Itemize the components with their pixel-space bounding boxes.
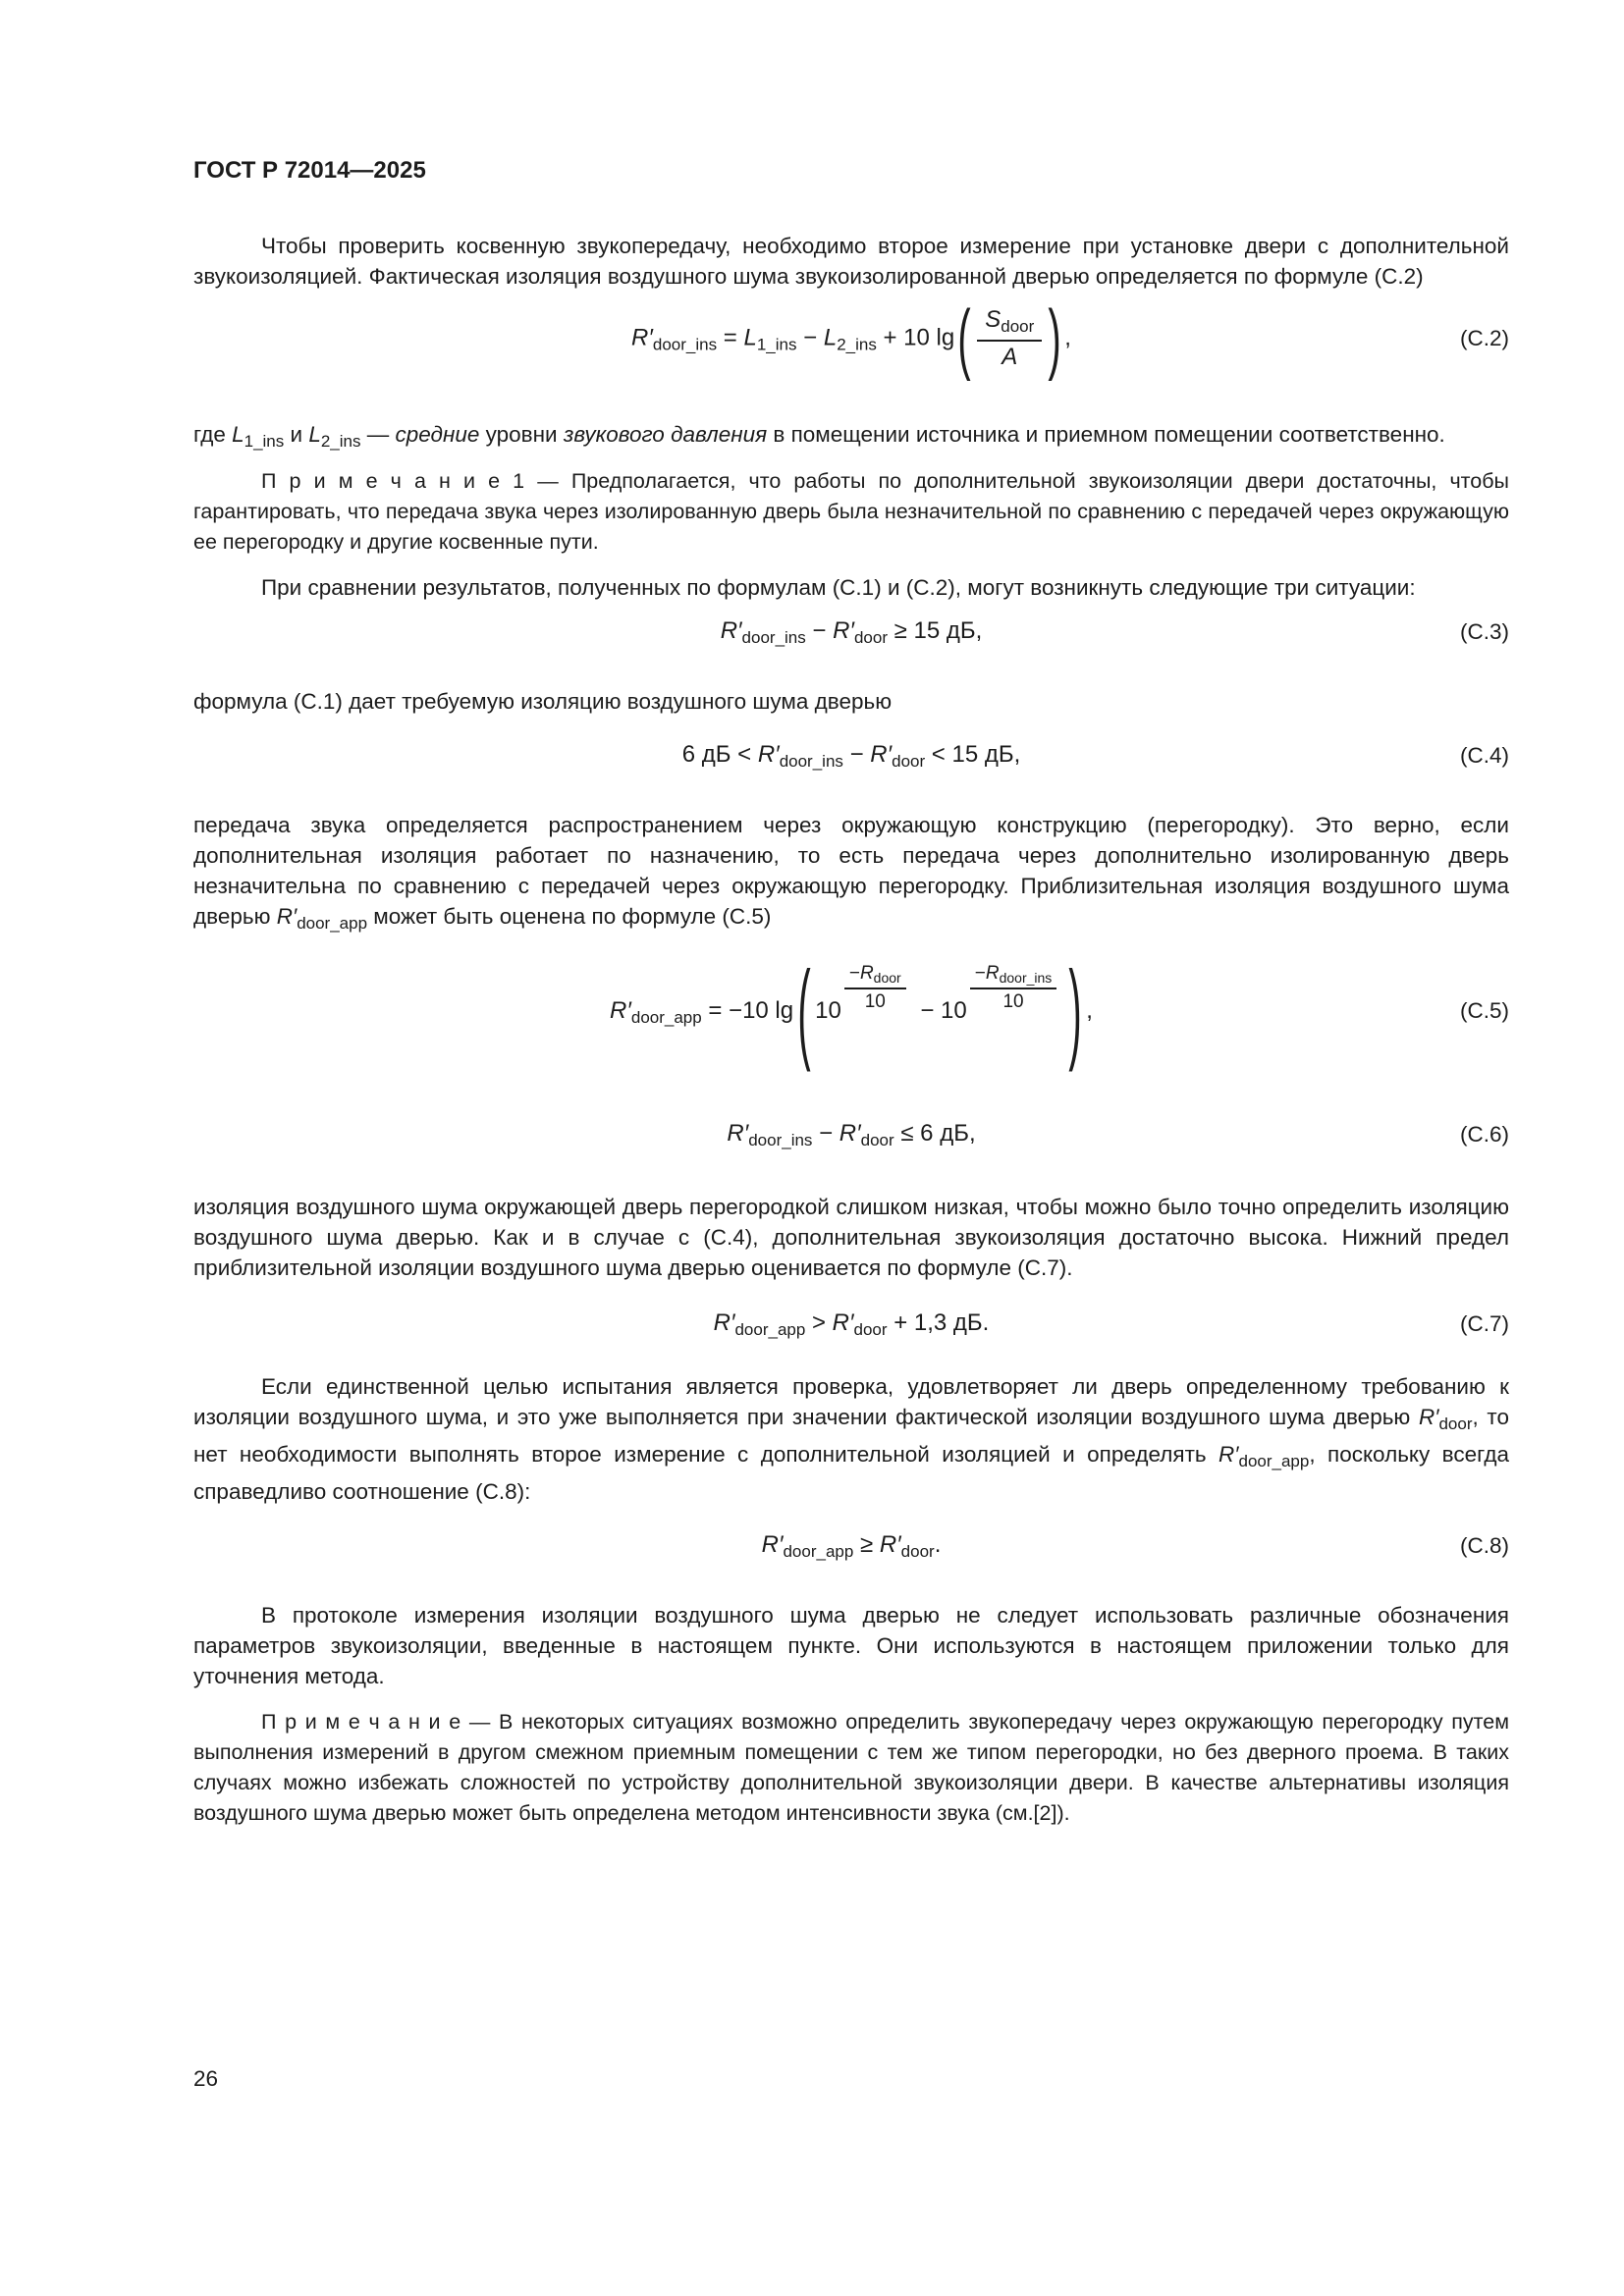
formula-c6-label: (С.6): [1460, 1122, 1509, 1147]
formula-c5: $R'_{door\_app} = -10$ lg ( 10 $\frac{-R_{door}}{10}$ − 10 $\frac{-R_{door\_ins}}{10}$ ) ,: [610, 947, 1093, 1073]
page-number: 26: [193, 2066, 219, 2091]
paragraph-where-definitions: где $L_{1\_ins}$ и $L_{2\_ins}$ — средние уровни звукового давления в помещении источника и приемном помещении соответственно.: [193, 422, 1445, 451]
formula-row-c6: [193, 1105, 1509, 1164]
formula-row-c3: [193, 603, 1509, 662]
formula-c5-label: (С.5): [1460, 998, 1509, 1023]
formula-c3-label: (С.3): [1460, 619, 1509, 644]
formula-c4: 6 дБ < $R'_{door\_ins} - R'_{door} < 15$ дБ,: [681, 740, 1021, 771]
formula-c8: $R'_{door\_app} \ge R'_{door}$.: [761, 1530, 942, 1561]
formula-c6: $R'_{door\_ins} - R'_{door} \le 6$ дБ,: [727, 1119, 976, 1149]
formula-row-c2: [193, 292, 1509, 386]
formula-row-c8: [193, 1517, 1509, 1575]
formula-c8-label: (С.8): [1460, 1533, 1509, 1558]
formula-c7: $R'_{door\_app} > R'_{door} + 1,3$ дБ.: [713, 1308, 990, 1339]
page-title: ГОСТ Р 72014—2025: [193, 157, 426, 184]
note-1-label: П р и м е ч а н и е 1 —: [261, 469, 571, 493]
note-2-text: В некоторых ситуациях возможно определить звукопередачу через окружающую перегородку путем выполнения измерений в другом смежном приемным помещении с тем же типом перегородки, но без дверного проема. В таких случаях можно избежать сложностей по устройству дополнительной звукоизоляции двери. В качестве альтернативы изоляция воздушного шума дверью может быть определена методом интенсивности звука (см.[2]).: [193, 1710, 1509, 1825]
paragraph-intro: Чтобы проверить косвенную звукопередачу, необходимо второе измерение при установке двери с дополнительной звукоизоляцией. Фактическая изоляция воздушного шума звукоизолированной дверью определяется по формуле (С.2): [193, 234, 1509, 289]
paragraph-single-purpose: Если единственной целью испытания является проверка, удовлетворяет ли дверь определенному требованию к изоляции воздушного шума, и это уже выполняется при значении фактической изоляции воздушного шума дверью $R'_{door}$, то нет необходимости выполнять второе измерение с дополнительной изоляцией и определять $R'_{door\_app}$, поскольку всегда справедливо соотношение (С.8):: [193, 1374, 1509, 1504]
note-2-label: П р и м е ч а н и е —: [261, 1710, 500, 1734]
paragraph-case3: изоляция воздушного шума окружающей дверь перегородкой слишком низкая, чтобы можно было точно определить изоляцию воздушного шума дверью. Как и в случае с (С.4), дополнительная звукоизоляция достаточно высока. Нижний предел приблизительной изоляции воздушного шума дверью оценивается по формуле (С.7).: [193, 1195, 1509, 1280]
note-1-text: Предполагается, что работы по дополнительной звукоизоляции двери достаточны, чтобы гарантировать, что передача звука через изолированную дверь была незначительной по сравнению с передачей через окружающую ее перегородку и другие косвенные пути.: [193, 469, 1510, 554]
formula-c4-label: (С.4): [1460, 743, 1509, 768]
formula-c7-label: (С.7): [1460, 1311, 1509, 1336]
formula-c2: $R'_{door\_ins} = L_{1\_ins} - L_{2\_ins} + 10$ lg( $\frac{S_{door}}{A}$ ) ,: [631, 294, 1071, 382]
formula-row-c7: [193, 1295, 1509, 1354]
formula-c3: $R'_{door\_ins} - R'_{door} \ge 15$ дБ,: [720, 616, 983, 647]
note-1: [193, 466, 1509, 558]
formula-row-c4: [193, 726, 1509, 785]
paragraph-case1: формула (С.1) дает требуемую изоляцию воздушного шума дверью: [193, 689, 893, 714]
paragraph-case2: передача звука определяется распространением через окружающую конструкцию (перегородку). Это верно, если дополнительная изоляция работает по назначению, то есть передача через дополнительно изолированную дверь незначительна по сравнению с передачей через окружающую перегородку. Приблизительная изоляция воздушного шума дверью $R'_{door\_app}$ может быть оценена по формуле (С.5): [193, 813, 1509, 933]
paragraph-protocol: В протоколе измерения изоляции воздушного шума дверью не следует использовать различные обозначения параметров звукоизоляции, введенные в настоящем пункте. Они используются в настоящем приложении только для уточнения метода.: [193, 1603, 1509, 1688]
paragraph-comparison: При сравнении результатов, полученных по формулам (С.1) и (С.2), могут возникнуть следующие три ситуации:: [261, 575, 1416, 600]
formula-row-c5: [193, 938, 1509, 1084]
note-2: [193, 1707, 1509, 1829]
formula-c2-label: (С.2): [1460, 326, 1509, 350]
